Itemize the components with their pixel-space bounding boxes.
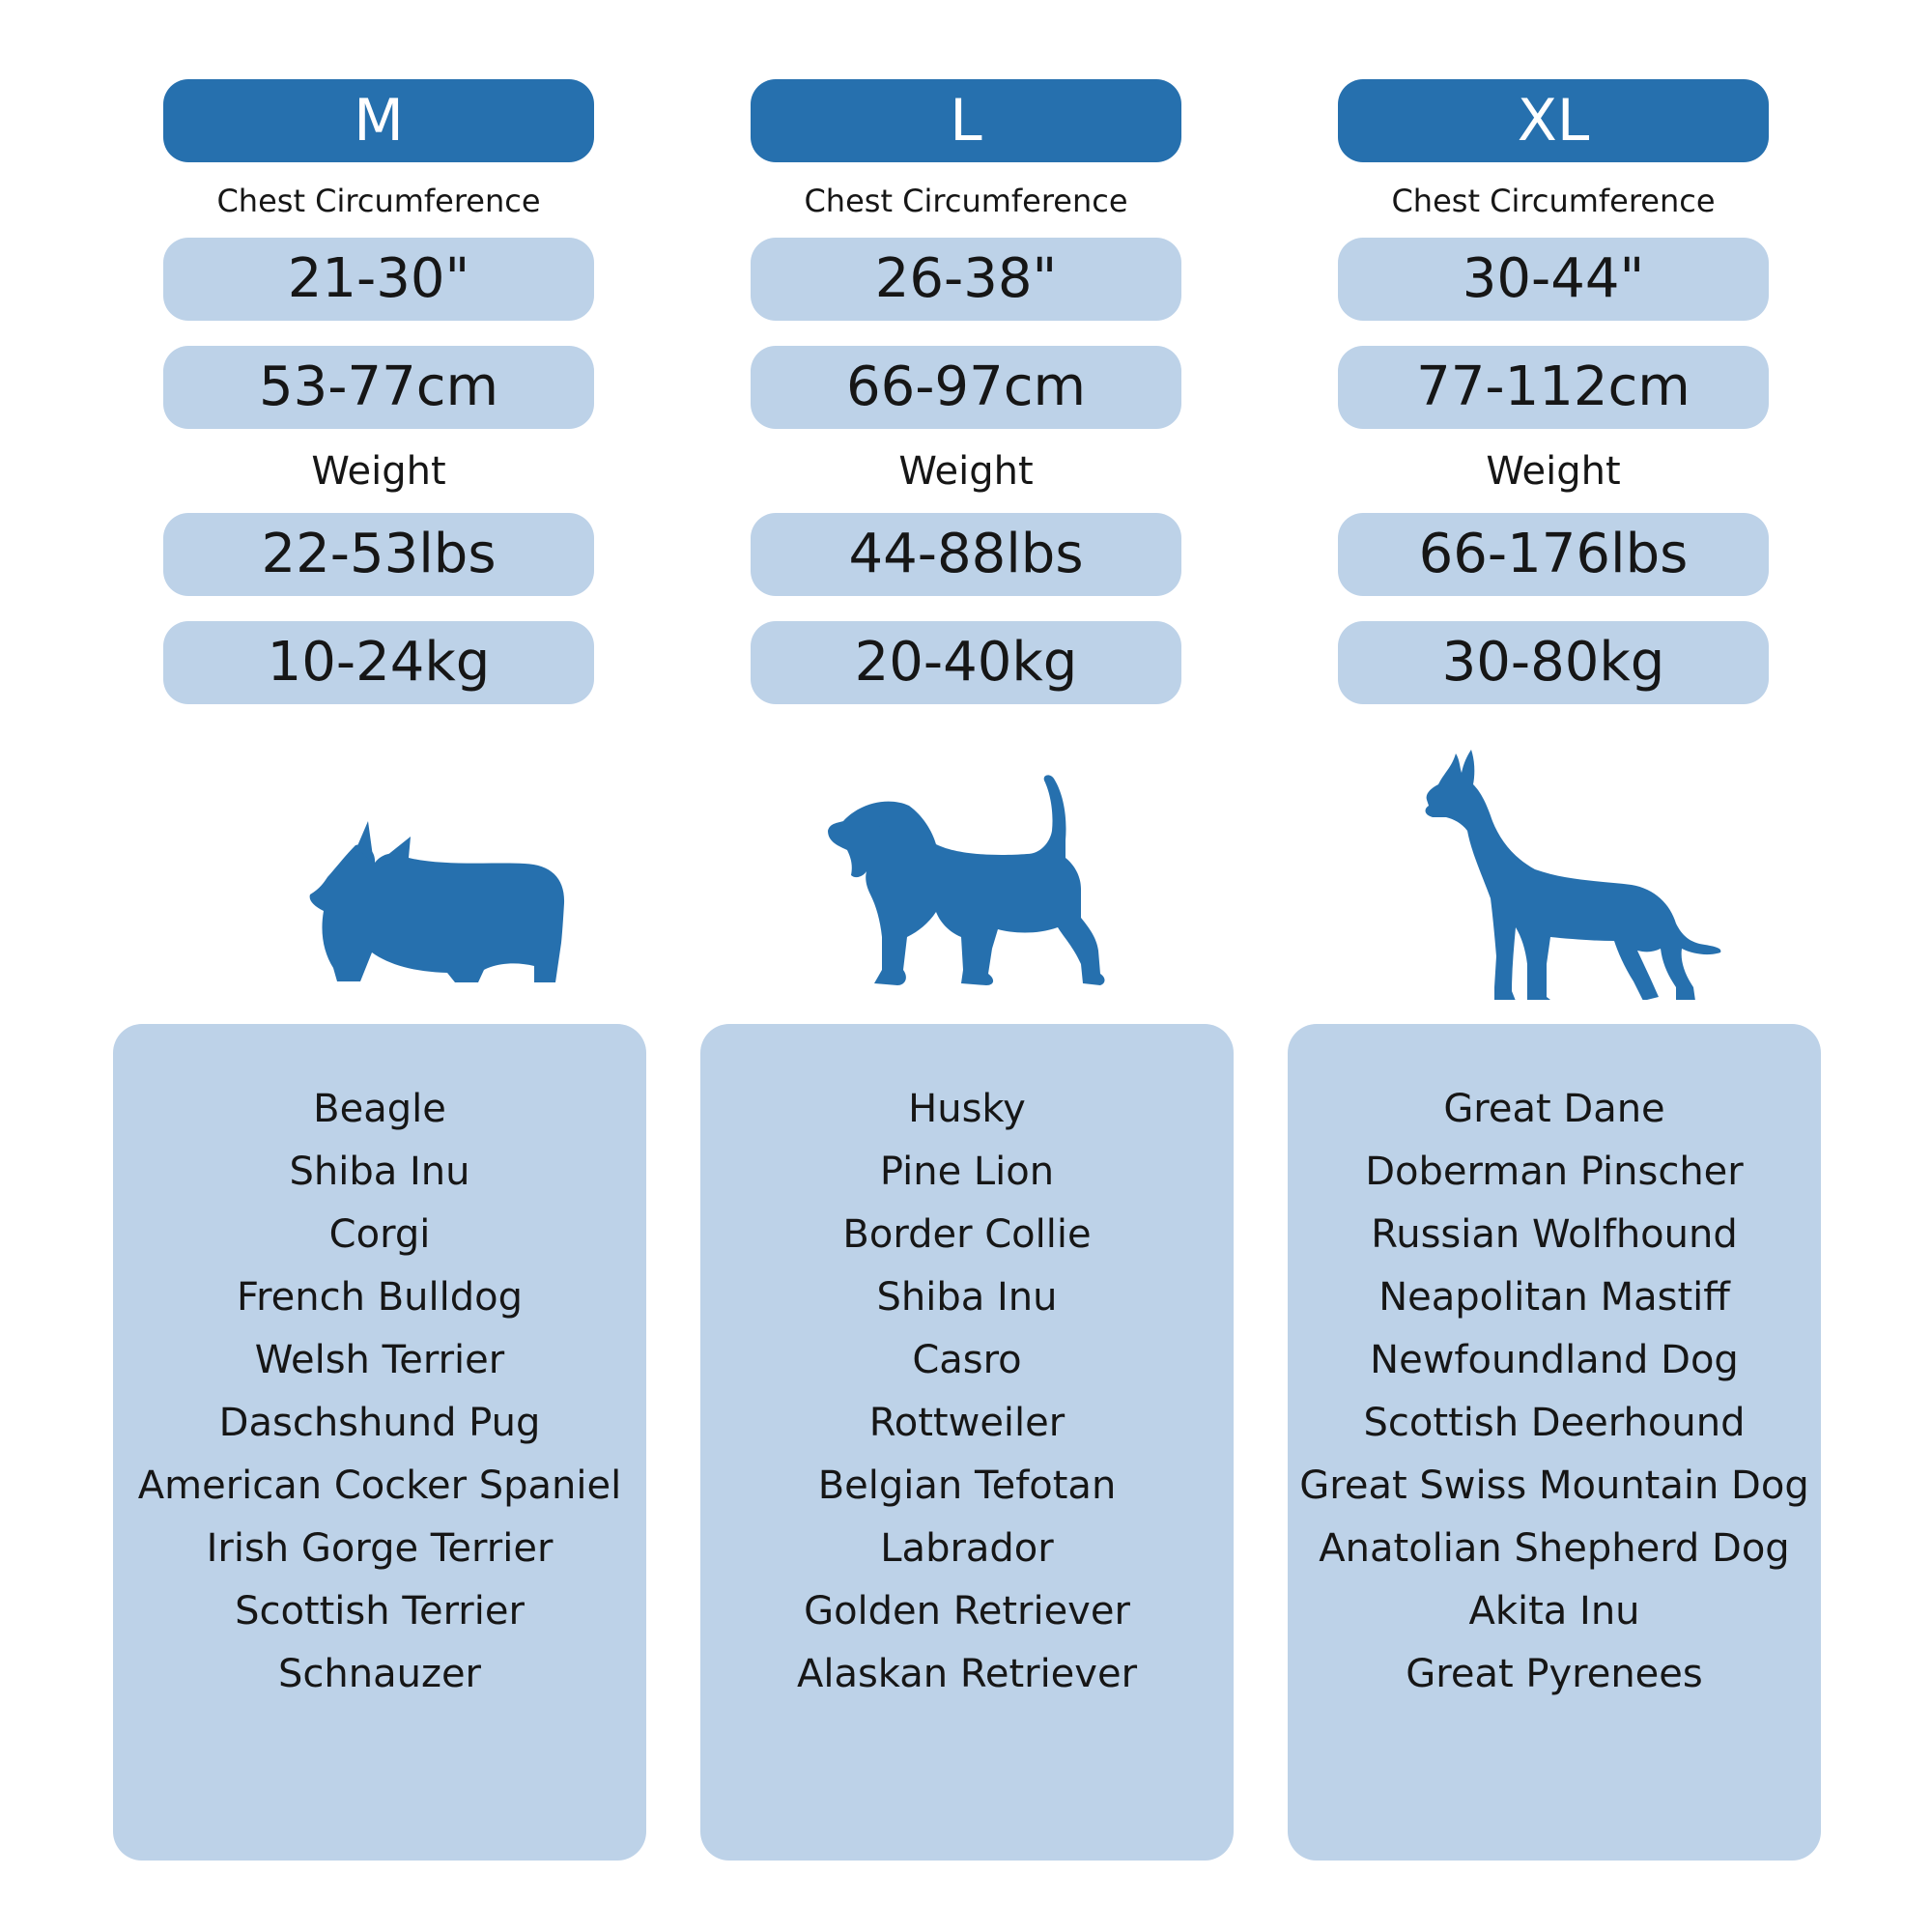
breed-item: Corgi [328,1212,431,1257]
chest-cm-value: 53-77cm [163,346,594,429]
weight-kg-value: 20-40kg [751,621,1181,704]
breed-list-box [700,1024,1234,1861]
breed-item: Doberman Pinscher [1365,1150,1744,1194]
breed-item: French Bulldog [237,1275,523,1320]
breed-item: Great Pyrenees [1406,1652,1703,1696]
breed-item: Neapolitan Mastiff [1378,1275,1730,1320]
breed-list [113,1078,646,1706]
breed-item: Rottweiler [868,1401,1065,1445]
weight-kg-value: 10-24kg [163,621,594,704]
breed-item: Welsh Terrier [254,1338,505,1382]
chest-inches-value: 30-44" [1338,238,1769,321]
breed-item: Scottish Deerhound [1363,1401,1746,1445]
breed-item: Casro [912,1338,1022,1382]
breed-item: American Cocker Spaniel [137,1463,622,1508]
breed-item: Newfoundland Dog [1370,1338,1739,1382]
chest-circumference-label: Chest Circumference [216,183,541,219]
breed-item: Beagle [313,1087,446,1131]
beagle-silhouette-icon [774,734,1160,1000]
breed-list [700,1078,1234,1706]
breed-item: Labrador [880,1526,1054,1571]
breed-item: Akita Inu [1468,1589,1640,1634]
weight-label: Weight [898,449,1034,494]
corgi-silhouette-icon [186,734,573,1000]
chest-circumference-label: Chest Circumference [1391,183,1716,219]
weight-kg-value: 30-80kg [1338,621,1769,704]
breed-item: Schnauzer [278,1652,481,1696]
breed-item: Belgian Tefotan [817,1463,1117,1508]
breed-list [1288,1078,1821,1706]
weight-lbs-value: 22-53lbs [163,513,594,596]
weight-label: Weight [1486,449,1621,494]
size-column-xl [1284,0,1825,1932]
breed-item: Alaskan Retriever [796,1652,1138,1696]
breed-item: Husky [908,1087,1026,1131]
size-header: M [163,79,594,162]
breed-item: Daschshund Pug [218,1401,541,1445]
breed-list-box [1288,1024,1821,1861]
weight-lbs-value: 66-176lbs [1338,513,1769,596]
weight-label: Weight [311,449,446,494]
breed-item: Anatolian Shepherd Dog [1319,1526,1790,1571]
breed-item: Scottish Terrier [235,1589,525,1634]
chest-inches-value: 21-30" [163,238,594,321]
great-dane-silhouette-icon [1361,734,1747,1000]
breed-item: Pine Lion [879,1150,1055,1194]
breed-item: Great Dane [1443,1087,1665,1131]
breed-item: Great Swiss Mountain Dog [1299,1463,1809,1508]
breed-item: Russian Wolfhound [1371,1212,1738,1257]
size-header: L [751,79,1181,162]
breed-list-box [113,1024,646,1861]
chest-cm-value: 77-112cm [1338,346,1769,429]
breed-item: Shiba Inu [289,1150,470,1194]
breed-item: Shiba Inu [876,1275,1058,1320]
breed-item: Border Collie [842,1212,1092,1257]
breed-item: Irish Gorge Terrier [206,1526,554,1571]
size-header: XL [1338,79,1769,162]
size-column-m [109,0,650,1932]
chest-inches-value: 26-38" [751,238,1181,321]
chest-circumference-label: Chest Circumference [804,183,1128,219]
size-column-l [696,0,1237,1932]
breed-item: Golden Retriever [804,1589,1130,1634]
chest-cm-value: 66-97cm [751,346,1181,429]
weight-lbs-value: 44-88lbs [751,513,1181,596]
